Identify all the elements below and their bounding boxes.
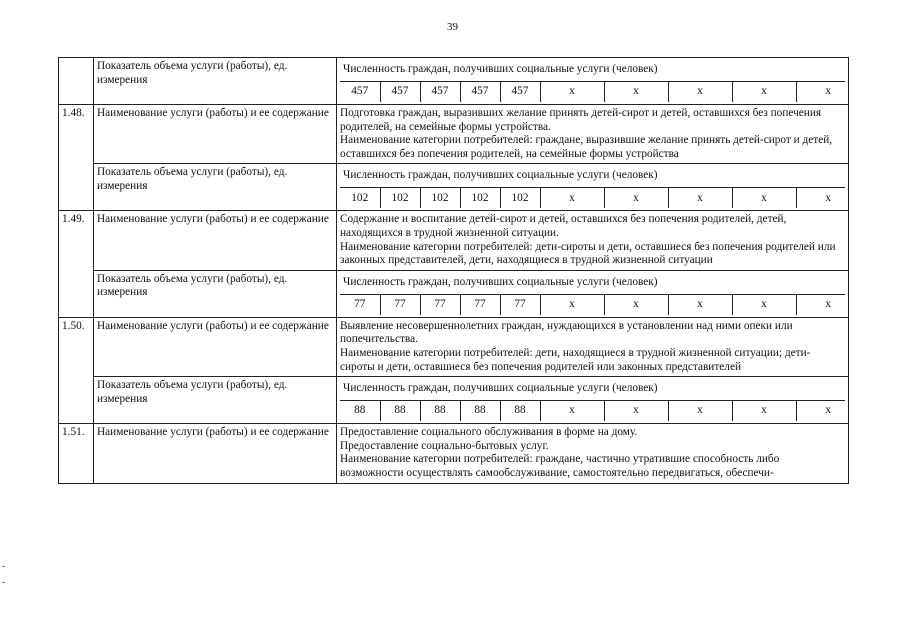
volume-values bbox=[340, 401, 849, 421]
volume-value-cell: x bbox=[796, 295, 849, 315]
volume-value-cell: x bbox=[604, 401, 668, 421]
volume-indicator-label: Показатель объема услуги (работы), ед. измерения bbox=[94, 270, 337, 317]
service-row bbox=[59, 211, 849, 270]
service-number: 1.49. bbox=[59, 211, 94, 317]
volume-value-cell: 102 bbox=[380, 188, 420, 208]
volume-caption: Численность граждан, получивших социальные услуги (человек) bbox=[340, 60, 845, 82]
volume-value-cell: x bbox=[796, 188, 849, 208]
service-name-label: Наименование услуги (работы) и ее содержание bbox=[94, 317, 337, 376]
volume-value-cell: x bbox=[540, 82, 604, 102]
volume-value-cell: 77 bbox=[354, 297, 366, 310]
service-description bbox=[337, 424, 849, 483]
volume-value-cell: 77 bbox=[420, 295, 460, 315]
service-row bbox=[59, 105, 849, 164]
volume-value-cell: 77 bbox=[500, 295, 540, 315]
volume-value-cell: x bbox=[604, 188, 668, 208]
volume-values bbox=[340, 188, 849, 208]
volume-row bbox=[59, 377, 849, 424]
volume-value-cell: 457 bbox=[420, 82, 460, 102]
volume-value-cell: x bbox=[668, 401, 732, 421]
service-name-label: Наименование услуги (работы) и ее содержание bbox=[94, 424, 337, 483]
volume-indicator-label: Показатель объема услуги (работы), ед. измерения bbox=[94, 58, 337, 105]
volume-value-cell: x bbox=[540, 295, 604, 315]
volume-value-cell: 102 bbox=[500, 188, 540, 208]
volume-row bbox=[59, 164, 849, 211]
volume-value-cell: 88 bbox=[420, 401, 460, 421]
volume-value-cell: x bbox=[732, 82, 796, 102]
service-description bbox=[337, 105, 849, 164]
services-table bbox=[58, 57, 849, 484]
volume-value-cell: 457 bbox=[460, 82, 500, 102]
volume-indicator-label: Показатель объема услуги (работы), ед. измерения bbox=[94, 377, 337, 424]
service-description-paragraph: Наименование категории потребителей: дети-сироты и дети, оставшиеся без попечения родителей или законных представителей, дети, находящиеся в трудной жизненной ситуации bbox=[340, 240, 836, 267]
volume-caption: Численность граждан, получивших социальные услуги (человек) bbox=[340, 379, 845, 401]
scan-edge-mark bbox=[2, 582, 5, 583]
service-description-paragraph: Предоставление социально-бытовых услуг. bbox=[340, 439, 549, 452]
volume-value-cell: 457 bbox=[500, 82, 540, 102]
volume-value-cell: 88 bbox=[354, 404, 366, 417]
volume-value-cell: 457 bbox=[351, 85, 369, 98]
volume-value-cell: x bbox=[604, 295, 668, 315]
volume-value-cell: 457 bbox=[380, 82, 420, 102]
volume-value-cell: 102 bbox=[460, 188, 500, 208]
volume-row bbox=[59, 270, 849, 317]
volume-value-cell: 102 bbox=[420, 188, 460, 208]
volume-value-cell: 77 bbox=[460, 295, 500, 315]
service-row bbox=[59, 424, 849, 483]
service-description-paragraph: Наименование категории потребителей: дети, находящиеся в трудной жизненной ситуации; дети-сироты и дети, оставшиеся без попечения родителей или законных представителей bbox=[340, 346, 811, 373]
volume-value-cell: 88 bbox=[500, 401, 540, 421]
service-number: 1.50. bbox=[59, 317, 94, 423]
scan-edge-mark bbox=[2, 566, 5, 567]
volume-value-cell: 77 bbox=[380, 295, 420, 315]
service-number bbox=[59, 58, 94, 105]
volume-values bbox=[340, 82, 849, 102]
service-description-paragraph: находящихся в трудной жизненной ситуации. bbox=[340, 226, 559, 239]
service-description-paragraph: Предоставление социального обслуживания в форме на дому. bbox=[340, 426, 638, 439]
volume-value-cell: x bbox=[796, 401, 849, 421]
volume-value-cell: x bbox=[668, 82, 732, 102]
service-name-label: Наименование услуги (работы) и ее содержание bbox=[94, 211, 337, 270]
volume-value-cell: x bbox=[668, 295, 732, 315]
volume-caption: Численность граждан, получивших социальные услуги (человек) bbox=[340, 273, 845, 295]
service-name-label: Наименование услуги (работы) и ее содержание bbox=[94, 105, 337, 164]
service-description-paragraph: Подготовка граждан, выразивших желание принять детей-сирот и детей, оставшихся без попечения родителей, на семейные формы устройства. bbox=[340, 107, 822, 133]
volume-values-cell bbox=[337, 377, 849, 424]
volume-row bbox=[59, 58, 849, 105]
service-description-paragraph: Наименование категории потребителей: граждане, частично утратившие способность либо возможности осуществлять самообслуживание, самостоятельно передвигаться, обеспечи- bbox=[340, 453, 780, 479]
volume-value-cell: x bbox=[732, 188, 796, 208]
service-number: 1.51. bbox=[59, 424, 94, 483]
page-number: 39 bbox=[447, 21, 458, 33]
volume-indicator-label: Показатель объема услуги (работы), ед. измерения bbox=[94, 164, 337, 211]
service-number: 1.48. bbox=[59, 105, 94, 211]
volume-values-cell bbox=[337, 270, 849, 317]
service-description bbox=[337, 211, 849, 270]
volume-value-cell: 88 bbox=[380, 401, 420, 421]
service-description-paragraph: Выявление несовершеннолетних граждан, нуждающихся в установлении над ними опеки или попечительства. bbox=[340, 319, 793, 346]
volume-value-cell: x bbox=[732, 401, 796, 421]
volume-caption: Численность граждан, получивших социальные услуги (человек) bbox=[340, 166, 845, 188]
service-description-paragraph: Наименование категории потребителей: граждане, выразившие желание принять детей-сирот и детей, оставшихся без попечения родителей, на семейные формы устройства bbox=[340, 134, 833, 160]
volume-values-cell bbox=[337, 58, 849, 105]
volume-values bbox=[340, 295, 849, 315]
volume-values-cell bbox=[337, 164, 849, 211]
volume-value-cell: x bbox=[540, 401, 604, 421]
volume-value-cell: x bbox=[732, 295, 796, 315]
volume-value-cell: x bbox=[540, 188, 604, 208]
volume-value-cell: 88 bbox=[460, 401, 500, 421]
volume-value-cell: x bbox=[796, 82, 849, 102]
volume-value-cell: 102 bbox=[351, 191, 369, 204]
service-row bbox=[59, 317, 849, 376]
service-description-paragraph: Содержание и воспитание детей-сирот и детей, оставшихся без попечения родителей, детей, bbox=[340, 213, 787, 226]
volume-value-cell: x bbox=[604, 82, 668, 102]
volume-value-cell: x bbox=[668, 188, 732, 208]
service-description bbox=[337, 317, 849, 376]
